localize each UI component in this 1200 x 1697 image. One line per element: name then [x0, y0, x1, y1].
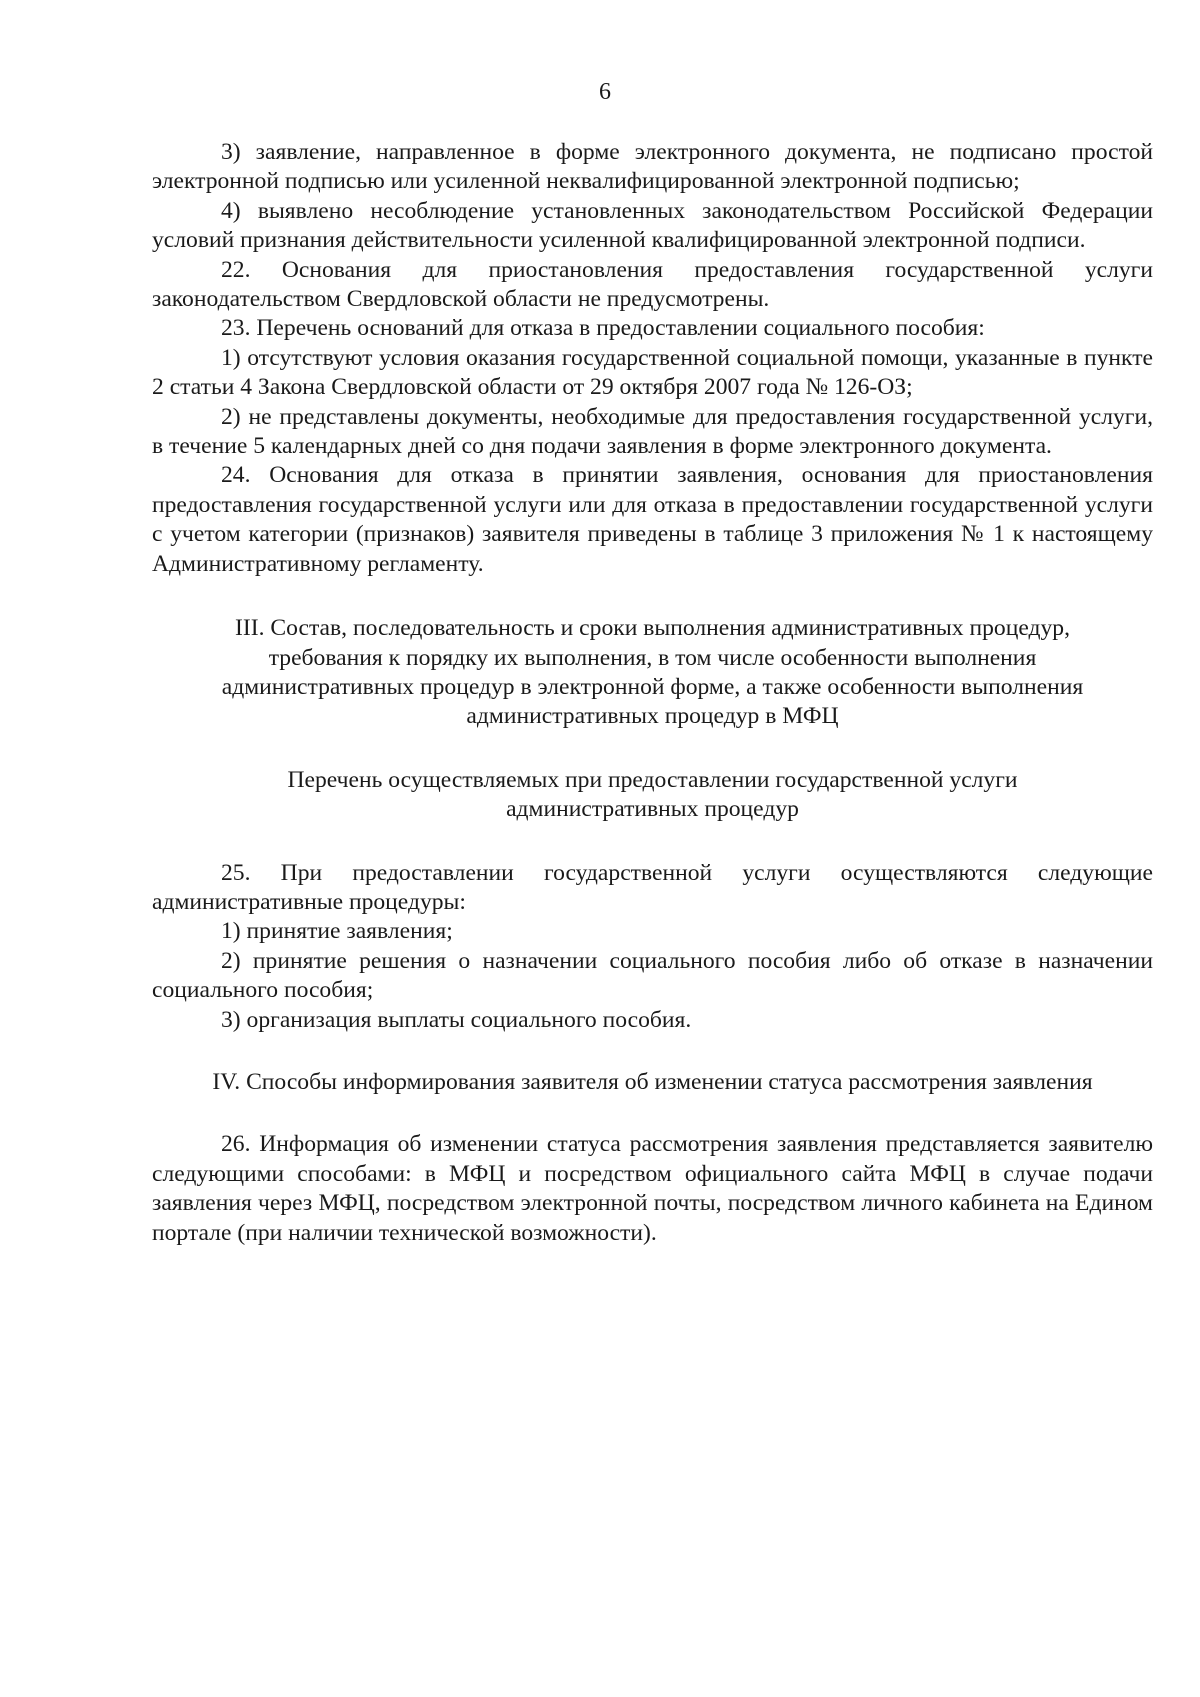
- paragraph-22: 22. Основания для приостановления предоставления государственной услуги законодательством Свердловской области не предусмотрены.: [152, 256, 1153, 313]
- paragraph-23-item-1: 1) отсутствуют условия оказания государственной социальной помощи, указанные в пункте 2 статьи 4 Закона Свердловской области от 29 октября 2007 года № 126-ОЗ;: [152, 344, 1153, 401]
- section-3-heading-line: административных процедур в электронной форме, а также особенности выполнения: [221, 673, 1084, 700]
- paragraph-25-item-3: 3) организация выплаты социального пособия.: [221, 1006, 692, 1033]
- paragraph-23: 23. Перечень оснований для отказа в предоставлении социального пособия:: [221, 315, 985, 342]
- section-4-heading: IV. Способы информирования заявителя об изменении статуса рассмотрения заявления: [212, 1068, 1093, 1095]
- paragraph-24: 24. Основания для отказа в принятии заявления, основания для приостановления предоставления государственной услуги или для отказа в предоставлении государственной услуги с учетом категории (признаков) заявителя приведены в таблице 3 приложения № 1 к настоящему Административному регламенту.: [152, 462, 1153, 577]
- paragraph-item-3-unsigned: 3) заявление, направленное в форме электронного документа, не подписано простой электронной подписью или усиленной неквалифицированной электронной подписью;: [152, 139, 1153, 195]
- paragraph-25: 25. При предоставлении государственной услуги осуществляются следующие административные процедуры:: [152, 859, 1153, 915]
- paragraph-23-item-2: 2) не представлены документы, необходимые для предоставления государственной услуги, в течение 5 календарных дней со дня подачи заявления в форме электронного документа.: [152, 403, 1153, 460]
- section-3-heading-line: требования к порядку их выполнения, в том числе особенности выполнения: [268, 644, 1037, 671]
- subsection-heading: [152, 766, 1153, 825]
- page-number: 6: [599, 79, 611, 105]
- paragraph-26: 26. Информация об изменении статуса рассмотрения заявления представляется заявителю следующими способами: в МФЦ и посредством официального сайта МФЦ в случае подачи заявления через МФЦ, посредством электронной почты, посредством личного кабинета на Едином портале (при наличии технической возможности).: [152, 1131, 1153, 1246]
- section-3-heading-line: III. Состав, последовательность и сроки выполнения административных процедур,: [235, 615, 1070, 642]
- paragraph-25-item-1: 1) принятие заявления;: [221, 918, 453, 945]
- paragraph-item-4-signature-invalid: 4) выявлено несоблюдение установленных законодательством Российской Федерации условий признания действительности усиленной квалифицированной электронной подписи.: [152, 197, 1153, 254]
- section-3-heading-line: административных процедур в МФЦ: [466, 703, 839, 730]
- document-body: [152, 138, 1153, 1248]
- subsection-heading-line: административных процедур: [506, 796, 799, 823]
- subsection-heading-line: Перечень осуществляемых при предоставлении государственной услуги: [287, 766, 1018, 793]
- section-3-heading: [152, 614, 1153, 732]
- paragraph-25-item-2: 2) принятие решения о назначении социального пособия либо об отказе в назначении социального пособия;: [152, 947, 1153, 1004]
